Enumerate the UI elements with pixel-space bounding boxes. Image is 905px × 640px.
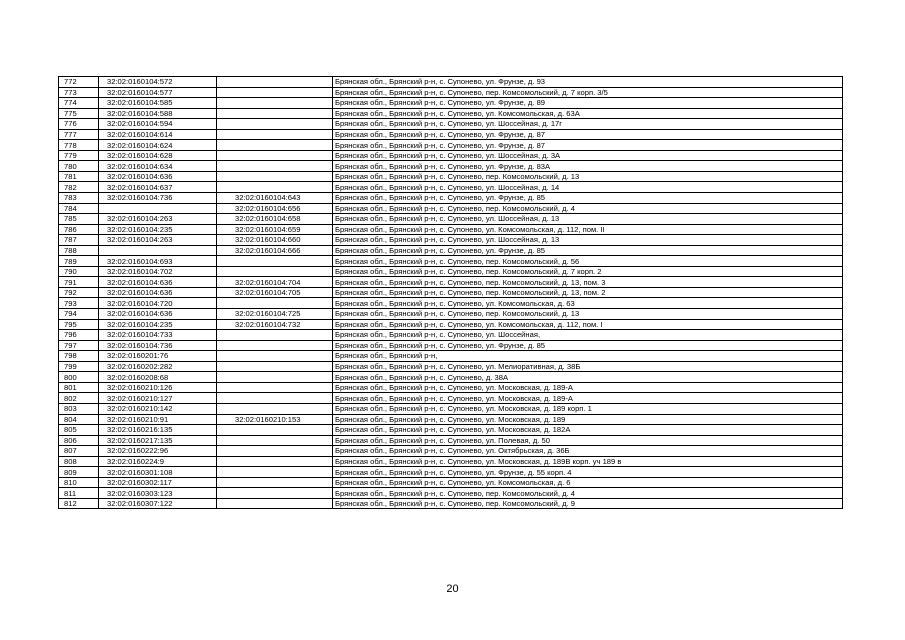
table-row — [59, 287, 843, 298]
cadastral-number-cell: 32:02:0160104:733 — [99, 330, 217, 341]
table-row — [59, 98, 843, 109]
address-cell: Брянская обл., Брянский р-н, с. Супонево, ул. Октябрьская, д. 36Б — [333, 446, 843, 457]
table-row — [59, 340, 843, 351]
row-number-cell: 784 — [59, 203, 99, 214]
parent-cadastral-number-cell — [217, 372, 333, 383]
table-row — [59, 309, 843, 320]
row-number-cell: 804 — [59, 414, 99, 425]
address-cell: Брянская обл., Брянский р-н, с. Супонево, ул. Московская, д. 189 корп. 1 — [333, 403, 843, 414]
row-number-cell: 797 — [59, 340, 99, 351]
address-cell: Брянская обл., Брянский р-н, с. Супонево, пер. Комсомольский, д. 13, пом. 3 — [333, 277, 843, 288]
row-number-cell: 794 — [59, 309, 99, 320]
cadastral-number-cell: 32:02:0160210:91 — [99, 414, 217, 425]
row-number-cell: 803 — [59, 403, 99, 414]
address-cell: Брянская обл., Брянский р-н, с. Супонево, ул. Шоссейная, — [333, 330, 843, 341]
table-row — [59, 361, 843, 372]
address-cell: Брянская обл., Брянский р-н, с. Супонево, ул. Комсомольская, д. 63А — [333, 108, 843, 119]
cadastral-number-cell: 32:02:0160104:588 — [99, 108, 217, 119]
address-cell: Брянская обл., Брянский р-н, с. Супонево, пер. Комсомольский, д. 56 — [333, 256, 843, 267]
table-row — [59, 245, 843, 256]
parent-cadastral-number-cell: 32:02:0160104:659 — [217, 224, 333, 235]
parent-cadastral-number-cell — [217, 361, 333, 372]
row-number-cell: 793 — [59, 298, 99, 309]
cadastral-number-cell: 32:02:0160104:572 — [99, 77, 217, 88]
parent-cadastral-number-cell — [217, 98, 333, 109]
address-cell: Брянская обл., Брянский р-н, с. Супонево, д. 38А — [333, 372, 843, 383]
table-row — [59, 161, 843, 172]
row-number-cell: 802 — [59, 393, 99, 404]
table-row — [59, 393, 843, 404]
cadastral-number-cell: 32:02:0160104:577 — [99, 87, 217, 98]
cadastral-number-cell: 32:02:0160307:122 — [99, 498, 217, 509]
cadastral-number-cell: 32:02:0160303:123 — [99, 488, 217, 499]
cadastral-number-cell: 32:02:0160302:117 — [99, 477, 217, 488]
row-number-cell: 785 — [59, 214, 99, 225]
cadastral-number-cell: 32:02:0160210:142 — [99, 403, 217, 414]
cadastral-number-cell: 32:02:0160201:76 — [99, 351, 217, 362]
cadastral-number-cell: 32:02:0160217:135 — [99, 435, 217, 446]
address-cell: Брянская обл., Брянский р-н, с. Супонево, пер. Комсомольский, д. 7 корп. 3/5 — [333, 87, 843, 98]
cadastral-number-cell: 32:02:0160104:720 — [99, 298, 217, 309]
table-row — [59, 171, 843, 182]
table-row — [59, 477, 843, 488]
table-row — [59, 277, 843, 288]
table-row — [59, 372, 843, 383]
address-cell: Брянская обл., Брянский р-н, с. Супонево, пер. Комсомольский, д. 13 — [333, 171, 843, 182]
cadastral-number-cell: 32:02:0160208:68 — [99, 372, 217, 383]
parent-cadastral-number-cell — [217, 108, 333, 119]
address-cell: Брянская обл., Брянский р-н, с. Супонево, ул. Фрунзе, д. 89 — [333, 98, 843, 109]
table-row — [59, 129, 843, 140]
row-number-cell: 807 — [59, 446, 99, 457]
parent-cadastral-number-cell: 32:02:0160104:705 — [217, 287, 333, 298]
address-cell: Брянская обл., Брянский р-н, с. Супонево, пер. Комсомольский, д. 4 — [333, 488, 843, 499]
parent-cadastral-number-cell: 32:02:0160104:660 — [217, 235, 333, 246]
parent-cadastral-number-cell — [217, 446, 333, 457]
table-row — [59, 140, 843, 151]
address-cell: Брянская обл., Брянский р-н, с. Супонево, ул. Московская, д. 189-А — [333, 393, 843, 404]
table-row — [59, 87, 843, 98]
cadastral-number-cell: 32:02:0160104:637 — [99, 182, 217, 193]
address-cell: Брянская обл., Брянский р-н, с. Супонево, ул. Комсомольская, д. 112, пом. II — [333, 224, 843, 235]
parent-cadastral-number-cell — [217, 171, 333, 182]
parent-cadastral-number-cell: 32:02:0160210:153 — [217, 414, 333, 425]
row-number-cell: 781 — [59, 171, 99, 182]
parent-cadastral-number-cell — [217, 298, 333, 309]
address-cell: Брянская обл., Брянский р-н, с. Супонево, пер. Комсомольский, д. 7 корп. 2 — [333, 266, 843, 277]
parent-cadastral-number-cell — [217, 435, 333, 446]
table-row — [59, 77, 843, 88]
cadastral-number-cell: 32:02:0160216:135 — [99, 425, 217, 436]
parent-cadastral-number-cell — [217, 351, 333, 362]
address-cell: Брянская обл., Брянский р-н, с. Супонево, ул. Фрунзе, д. 87 — [333, 140, 843, 151]
parent-cadastral-number-cell — [217, 330, 333, 341]
cadastral-number-cell: 32:02:0160104:634 — [99, 161, 217, 172]
parent-cadastral-number-cell — [217, 488, 333, 499]
row-number-cell: 778 — [59, 140, 99, 151]
parent-cadastral-number-cell — [217, 498, 333, 509]
parent-cadastral-number-cell — [217, 467, 333, 478]
address-cell: Брянская обл., Брянский р-н, с. Супонево, пер. Комсомольский, д. 9 — [333, 498, 843, 509]
row-number-cell: 808 — [59, 456, 99, 467]
address-cell: Брянская обл., Брянский р-н, с. Супонево, ул. Фрунзе, д. 83А — [333, 161, 843, 172]
parent-cadastral-number-cell — [217, 425, 333, 436]
address-cell: Брянская обл., Брянский р-н, с. Супонево, ул. Фрунзе, д. 55 корп. 4 — [333, 467, 843, 478]
table-row — [59, 446, 843, 457]
table-row — [59, 425, 843, 436]
address-cell: Брянская обл., Брянский р-н, с. Супонево, пер. Комсомольский, д. 13, пом. 2 — [333, 287, 843, 298]
address-cell: Брянская обл., Брянский р-н, с. Супонево, ул. Московская, д. 189-А — [333, 382, 843, 393]
row-number-cell: 792 — [59, 287, 99, 298]
cadastral-number-cell: 32:02:0160222:96 — [99, 446, 217, 457]
table-row — [59, 467, 843, 478]
table-row — [59, 214, 843, 225]
row-number-cell: 796 — [59, 330, 99, 341]
cadastral-number-cell: 32:02:0160104:702 — [99, 266, 217, 277]
parent-cadastral-number-cell — [217, 256, 333, 267]
row-number-cell: 780 — [59, 161, 99, 172]
cadastral-number-cell: 32:02:0160104:636 — [99, 277, 217, 288]
table-row — [59, 256, 843, 267]
row-number-cell: 806 — [59, 435, 99, 446]
parent-cadastral-number-cell — [217, 182, 333, 193]
address-cell: Брянская обл., Брянский р-н, с. Супонево, ул. Шоссейная, д. 3А — [333, 150, 843, 161]
address-cell: Брянская обл., Брянский р-н, с. Супонево, ул. Комсомольская, д. 6 — [333, 477, 843, 488]
table-row — [59, 488, 843, 499]
table-row — [59, 203, 843, 214]
parent-cadastral-number-cell: 32:02:0160104:658 — [217, 214, 333, 225]
row-number-cell: 775 — [59, 108, 99, 119]
row-number-cell: 801 — [59, 382, 99, 393]
cadastral-number-cell: 32:02:0160104:594 — [99, 119, 217, 130]
row-number-cell: 795 — [59, 319, 99, 330]
address-cell: Брянская обл., Брянский р-н, с. Супонево, пер. Комсомольский, д. 4 — [333, 203, 843, 214]
row-number-cell: 773 — [59, 87, 99, 98]
row-number-cell: 782 — [59, 182, 99, 193]
cadastral-number-cell: 32:02:0160104:636 — [99, 287, 217, 298]
row-number-cell: 810 — [59, 477, 99, 488]
parent-cadastral-number-cell: 32:02:0160104:725 — [217, 309, 333, 320]
cadastral-number-cell: 32:02:0160104:693 — [99, 256, 217, 267]
table-row — [59, 235, 843, 246]
cadastral-number-cell: 32:02:0160202:282 — [99, 361, 217, 372]
cadastral-number-cell: 32:02:0160104:235 — [99, 319, 217, 330]
parent-cadastral-number-cell: 32:02:0160104:704 — [217, 277, 333, 288]
table-row — [59, 182, 843, 193]
table-row — [59, 498, 843, 509]
table-row — [59, 330, 843, 341]
address-cell: Брянская обл., Брянский р-н, с. Супонево, ул. Шоссейная, д. 13 — [333, 214, 843, 225]
address-cell: Брянская обл., Брянский р-н, с. Супонево, ул. Полевая, д. 50 — [333, 435, 843, 446]
parent-cadastral-number-cell — [217, 477, 333, 488]
cadastral-number-cell: 32:02:0160104:263 — [99, 235, 217, 246]
table-row — [59, 414, 843, 425]
table-row — [59, 351, 843, 362]
parent-cadastral-number-cell: 32:02:0160104:666 — [217, 245, 333, 256]
parent-cadastral-number-cell — [217, 382, 333, 393]
cadastral-number-cell: 32:02:0160224:9 — [99, 456, 217, 467]
row-number-cell: 789 — [59, 256, 99, 267]
row-number-cell: 779 — [59, 150, 99, 161]
cadastral-number-cell: 32:02:0160104:624 — [99, 140, 217, 151]
row-number-cell: 812 — [59, 498, 99, 509]
row-number-cell: 774 — [59, 98, 99, 109]
row-number-cell: 809 — [59, 467, 99, 478]
address-cell: Брянская обл., Брянский р-н, — [333, 351, 843, 362]
address-cell: Брянская обл., Брянский р-н, с. Супонево, ул. Мелиоративная, д. 38Б — [333, 361, 843, 372]
address-cell: Брянская обл., Брянский р-н, с. Супонево, ул. Фрунзе, д. 85 — [333, 245, 843, 256]
cadastral-number-cell: 32:02:0160104:736 — [99, 193, 217, 204]
cadastral-number-cell: 32:02:0160210:127 — [99, 393, 217, 404]
row-number-cell: 799 — [59, 361, 99, 372]
row-number-cell: 783 — [59, 193, 99, 204]
parent-cadastral-number-cell — [217, 140, 333, 151]
table-row — [59, 403, 843, 414]
row-number-cell: 788 — [59, 245, 99, 256]
parent-cadastral-number-cell — [217, 340, 333, 351]
cadastral-number-cell — [99, 203, 217, 214]
parent-cadastral-number-cell — [217, 77, 333, 88]
cadastral-number-cell: 32:02:0160104:585 — [99, 98, 217, 109]
cadastral-number-cell: 32:02:0160210:126 — [99, 382, 217, 393]
address-cell: Брянская обл., Брянский р-н, с. Супонево, ул. Фрунзе, д. 93 — [333, 77, 843, 88]
cadastral-number-cell: 32:02:0160104:628 — [99, 150, 217, 161]
row-number-cell: 790 — [59, 266, 99, 277]
parent-cadastral-number-cell: 32:02:0160104:643 — [217, 193, 333, 204]
parent-cadastral-number-cell — [217, 403, 333, 414]
row-number-cell: 776 — [59, 119, 99, 130]
cadastral-number-cell: 32:02:0160301:108 — [99, 467, 217, 478]
cadastral-number-cell: 32:02:0160104:636 — [99, 171, 217, 182]
row-number-cell: 798 — [59, 351, 99, 362]
table-row — [59, 319, 843, 330]
address-cell: Брянская обл., Брянский р-н, с. Супонево, ул. Шоссейная, д. 14 — [333, 182, 843, 193]
cadastral-number-cell: 32:02:0160104:614 — [99, 129, 217, 140]
address-cell: Брянская обл., Брянский р-н, с. Супонево, ул. Фрунзе, д. 87 — [333, 129, 843, 140]
table-row — [59, 298, 843, 309]
address-cell: Брянская обл., Брянский р-н, с. Супонево, ул. Фрунзе, д. 85 — [333, 193, 843, 204]
table-row — [59, 435, 843, 446]
parent-cadastral-number-cell — [217, 266, 333, 277]
address-cell: Брянская обл., Брянский р-н, с. Супонево, ул. Комсомольская, д. 63 — [333, 298, 843, 309]
row-number-cell: 786 — [59, 224, 99, 235]
address-cell: Брянская обл., Брянский р-н, с. Супонево, ул. Шоссейная, д. 13 — [333, 235, 843, 246]
table-row — [59, 193, 843, 204]
cadastral-number-cell: 32:02:0160104:263 — [99, 214, 217, 225]
parent-cadastral-number-cell — [217, 87, 333, 98]
parent-cadastral-number-cell — [217, 129, 333, 140]
parent-cadastral-number-cell: 32:02:0160104:732 — [217, 319, 333, 330]
address-cell: Брянская обл., Брянский р-н, с. Супонево, ул. Московская, д. 189В корп. уч 189 в — [333, 456, 843, 467]
parent-cadastral-number-cell — [217, 456, 333, 467]
row-number-cell: 772 — [59, 77, 99, 88]
row-number-cell: 791 — [59, 277, 99, 288]
row-number-cell: 811 — [59, 488, 99, 499]
table-row — [59, 150, 843, 161]
cadastral-number-cell: 32:02:0160104:736 — [99, 340, 217, 351]
address-cell: Брянская обл., Брянский р-н, с. Супонево, ул. Шоссейная, д. 17г — [333, 119, 843, 130]
table-row — [59, 266, 843, 277]
parent-cadastral-number-cell: 32:02:0160104:656 — [217, 203, 333, 214]
parent-cadastral-number-cell — [217, 161, 333, 172]
cadastral-number-cell: 32:02:0160104:235 — [99, 224, 217, 235]
cadastral-number-cell — [99, 245, 217, 256]
parent-cadastral-number-cell — [217, 393, 333, 404]
page-number: 20 — [446, 583, 459, 595]
address-cell: Брянская обл., Брянский р-н, с. Супонево, ул. Фрунзе, д. 85 — [333, 340, 843, 351]
address-cell: Брянская обл., Брянский р-н, с. Супонево, пер. Комсомольский, д. 13 — [333, 309, 843, 320]
table-body — [59, 77, 843, 509]
address-cell: Брянская обл., Брянский р-н, с. Супонево, ул. Московская, д. 182А — [333, 425, 843, 436]
row-number-cell: 787 — [59, 235, 99, 246]
row-number-cell: 800 — [59, 372, 99, 383]
table-row — [59, 119, 843, 130]
table-row — [59, 224, 843, 235]
table-row — [59, 456, 843, 467]
parent-cadastral-number-cell — [217, 150, 333, 161]
parent-cadastral-number-cell — [217, 119, 333, 130]
cadastral-table — [58, 76, 843, 509]
row-number-cell: 777 — [59, 129, 99, 140]
table-row — [59, 108, 843, 119]
cadastral-number-cell: 32:02:0160104:636 — [99, 309, 217, 320]
address-cell: Брянская обл., Брянский р-н, с. Супонево, ул. Комсомольская, д. 112, пом. I — [333, 319, 843, 330]
address-cell: Брянская обл., Брянский р-н, с. Супонево, ул. Московская, д. 189 — [333, 414, 843, 425]
table-row — [59, 382, 843, 393]
row-number-cell: 805 — [59, 425, 99, 436]
